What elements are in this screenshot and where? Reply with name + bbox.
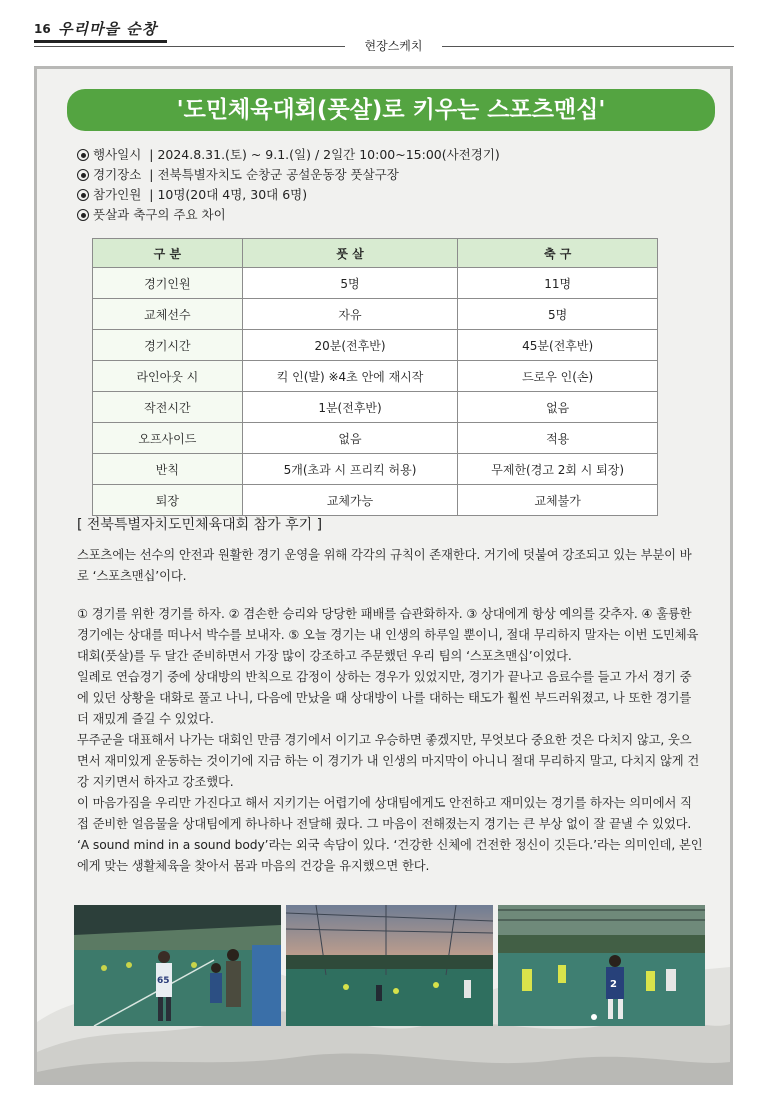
comparison-table [92, 238, 658, 516]
table-row [93, 485, 658, 516]
cell-soccer: 11명 [458, 268, 658, 299]
photo-futsal-match-action [498, 905, 705, 1026]
cell-soccer: 무제한(경고 2회 시 퇴장) [458, 454, 658, 485]
bullet-icon [77, 189, 89, 201]
header-rule-thick [34, 40, 167, 43]
paragraph-text: 스포츠에는 선수의 안전과 원활한 경기 운영을 위해 각각의 규칙이 존재한다. 거기에 덧붙여 강조되고 있는 부분이 바로 ‘스포츠맨십’이다. [77, 548, 692, 583]
review-heading: [ 전북특별자치도민체육대회 참가 후기 ] [77, 517, 323, 533]
cell-category: 퇴장 [93, 485, 243, 516]
review-paragraph-1 [77, 545, 703, 587]
page-number: 16 [34, 22, 51, 36]
cell-category: 작전시간 [93, 392, 243, 423]
info-event-date: 행사일시 | 2024.8.31.(토) ~ 9.1.(일) / 2일간 10:00~15:00(사전경기) [77, 145, 500, 165]
bullet-icon [77, 169, 89, 181]
info-participants: 참가인원 | 10명(20대 4명, 30대 6명) [77, 185, 307, 205]
cell-futsal: 5명 [242, 268, 458, 299]
cell-soccer: 45분(전후반) [458, 330, 658, 361]
header-rule-right [442, 46, 734, 47]
content-frame [34, 66, 733, 1085]
table-row [93, 268, 658, 299]
bullet-icon [77, 209, 89, 221]
info-venue: 경기장소 | 전북특별자치도 순창군 공설운동장 풋살구장 [77, 165, 399, 185]
cell-category: 교체선수 [93, 299, 243, 330]
photo-players-sideline [74, 905, 281, 1026]
info-value: 2024.8.31.(토) ~ 9.1.(일) / 2일간 10:00~15:00(사전경기) [157, 147, 500, 162]
photo-futsal-court-evening [286, 905, 493, 1026]
cell-futsal: 자유 [242, 299, 458, 330]
review-paragraph-2 [77, 604, 703, 667]
cell-futsal: 5개(초과 시 프리킥 허용) [242, 454, 458, 485]
review-paragraph-3 [77, 667, 703, 730]
section-label: 현장스케치 [364, 39, 423, 53]
cell-soccer: 5명 [458, 299, 658, 330]
info-label: 참가인원 [93, 187, 142, 202]
bullet-icon [77, 149, 89, 161]
table-row [93, 392, 658, 423]
paragraph-text: 무주군을 대표해서 나가는 대회인 만큼 경기에서 이기고 우승하면 좋겠지만, 무엇보다 중요한 것은 다치지 않고, 웃으면서 재미있게 운동하는 것이기에 지금 하는 이 경기가 내 인생의 마지막이 아니니 절대 무리하지 말고, 다치지 않게 건강 지키면서 하자고 강조했다. [77, 733, 700, 789]
jersey-number: 2 [610, 979, 617, 990]
cell-category: 반칙 [93, 454, 243, 485]
info-value: 전북특별자치도 순창군 공설운동장 풋살구장 [157, 167, 399, 182]
info-value: 10명(20대 4명, 30대 6명) [157, 187, 308, 202]
header-soccer: 축 구 [458, 239, 658, 268]
cell-soccer: 교체불가 [458, 485, 658, 516]
cell-soccer: 드로우 인(손) [458, 361, 658, 392]
cell-futsal: 킥 인(발) ※4초 안에 재시작 [242, 361, 458, 392]
cell-category: 경기시간 [93, 330, 243, 361]
cell-futsal: 교체가능 [242, 485, 458, 516]
cell-soccer: 없음 [458, 392, 658, 423]
jersey-number: 65 [157, 976, 170, 986]
paragraph-text: 이 마음가짐을 우리만 가진다고 해서 지키기는 어렵기에 상대팀에게도 안전하고 재미있는 경기를 하자는 의미에서 직접 준비한 얼음물을 상대팀에게 하나하나 전달해 줬다. 그 마음이 전해졌는지 경기는 큰 부상 없이 잘 끝낼 수 있었다. [77, 796, 692, 831]
review-paragraph-6 [77, 835, 703, 877]
header-category: 구 분 [93, 239, 243, 268]
table-row [93, 361, 658, 392]
paragraph-text: 일례로 연습경기 중에 상대방의 반칙으로 감정이 상하는 경우가 있었지만, 경기가 끝나고 음료수를 들고 가서 경기 중에 있던 상황을 대화로 풀고 나니, 다음에 만났을 때 상대방이 나를 대하는 태도가 훨씬 부드러워졌고, 나 또한 경기를 더 재밌게 즐길 수 있었다. [77, 670, 692, 726]
cell-futsal: 1분(전후반) [242, 392, 458, 423]
table-row [93, 423, 658, 454]
cell-futsal: 20분(전후반) [242, 330, 458, 361]
cell-futsal: 없음 [242, 423, 458, 454]
table-row [93, 330, 658, 361]
info-label: 풋살과 축구의 주요 차이 [93, 207, 226, 222]
cell-category: 오프사이드 [93, 423, 243, 454]
review-paragraph-5 [77, 793, 703, 835]
table-header-row [93, 239, 658, 268]
cell-soccer: 적용 [458, 423, 658, 454]
masthead-logo: 우리마을 순창 [58, 20, 158, 38]
info-label: 경기장소 [93, 167, 142, 182]
header-futsal: 풋 살 [242, 239, 458, 268]
info-differences [77, 205, 226, 225]
title-banner: '도민체육대회(풋살)로 키우는 스포츠맨십' [67, 89, 715, 131]
cell-category: 라인아웃 시 [93, 361, 243, 392]
header-rule-left [34, 46, 345, 47]
paragraph-text: ‘A sound mind in a sound body’라는 외국 속담이 있다. ‘건강한 신체에 건전한 정신이 깃든다.’라는 의미인데, 본인에게 맞는 생활체육을 찾아서 몸과 마음의 건강을 유지했으면 한다. [77, 838, 703, 873]
review-paragraph-4 [77, 730, 703, 793]
table-row [93, 299, 658, 330]
paragraph-text: ① 경기를 위한 경기를 하자. ② 겸손한 승리와 당당한 패배를 습관화하자. ③ 상대에게 항상 예의를 갖추자. ④ 훌륭한 경기에는 상대를 떠나서 박수를 보내자. ⑤ 오늘 경기는 내 인생의 하루일 뿐이니, 절대 무리하지 말자는 이번 도민체육대회(풋살)를 두 달간 준비하면서 가장 많이 강조하고 주문했던 우리 팀의 ‘스포츠맨십’이었다. [77, 607, 699, 663]
cell-category: 경기인원 [93, 268, 243, 299]
info-label: 행사일시 [93, 147, 142, 162]
table-row [93, 454, 658, 485]
